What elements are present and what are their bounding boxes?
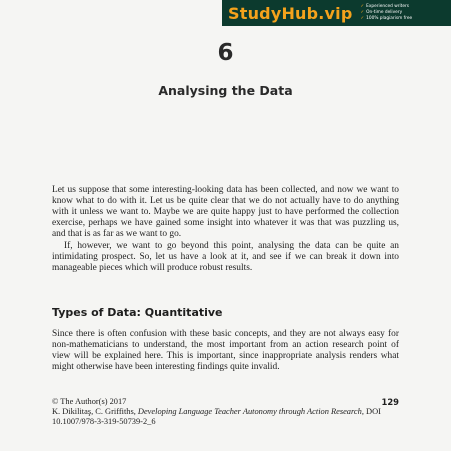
chapter-number: 6	[217, 40, 234, 66]
studyhub-logo[interactable]: StudyHub.vip	[228, 3, 353, 23]
page-footer	[52, 397, 399, 428]
page-number: 129	[381, 397, 399, 407]
check-icon: ✓	[360, 10, 365, 15]
body-paragraph: If, however, we want to go beyond this point, analysing the data can be quite an intimidating prospect. So, let us have a look at it, and see if we can break it down into manageable pieces which will produce robust results.	[52, 241, 399, 274]
chapter-title: Analysing the Data	[158, 83, 293, 98]
check-icon: ✓	[360, 16, 365, 21]
check-icon: ✓	[360, 4, 365, 9]
banner-feature: ✓ Experienced writers	[360, 4, 410, 9]
banner-features	[361, 4, 413, 22]
body-paragraph: Let us suppose that some interesting-looking data has been collected, and now we want to know what to do with it. Let us be quite clear that we do not actually have to do anything with it unless we want to. Maybe we are quite happy just to have performed the collection exercise, perhaps we have gained some insight into whatever it was that was puzzling us, and that is as far as we want to go.	[52, 185, 399, 240]
banner-feature: ✓ On-time delivery	[360, 10, 403, 15]
citation: K. Dikilitaş, C. Griffiths, Developing Language Teacher Autonomy through Action Research, DOI 10.1007/978-3-319-50739-2_6	[52, 407, 381, 427]
copyright: © The Author(s) 2017	[52, 397, 127, 406]
book-title: Developing Language Teacher Autonomy through Action Research	[137, 407, 362, 417]
body-paragraph: Since there is often confusion with these basic concepts, and they are not always easy for non-mathematicians to understand, the most important from an action research point of view will be explained here. This is important, since inappropriate analysis renders what might otherwise have been interesting findings quite invalid.	[52, 329, 399, 373]
ad-banner[interactable]	[222, 0, 451, 26]
banner-feature: ✓ 100% plagiarism free	[360, 16, 413, 21]
section-heading: Types of Data: Quantitative	[52, 306, 223, 319]
